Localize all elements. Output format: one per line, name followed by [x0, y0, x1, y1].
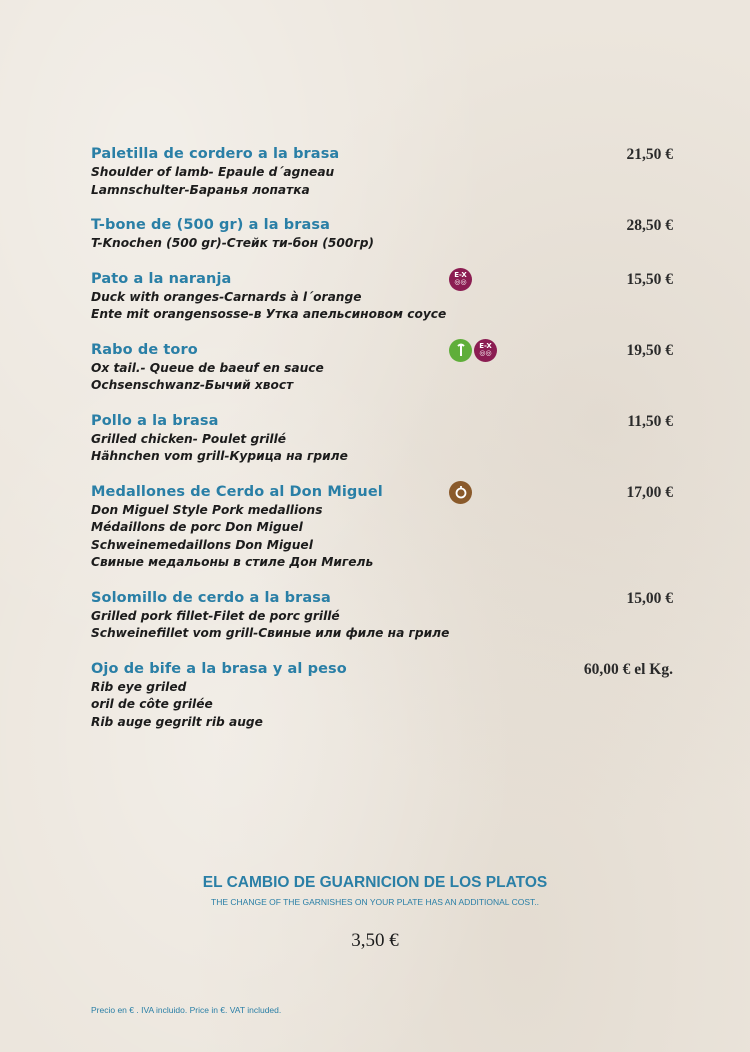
- dish-price: 11,50 €: [627, 412, 673, 430]
- garnish-price: 3,50 €: [351, 930, 399, 951]
- garnish-title: EL CAMBIO DE GUARNICION DE LOS PLATOS: [202, 874, 548, 891]
- dish-description: Grilled chicken- Poulet grillé: [91, 431, 287, 446]
- dish-name: Medallones de Cerdo al Don Miguel: [91, 483, 383, 500]
- dish-description: Ente mit orangensosse-в Утка апельсиновом соусе: [91, 307, 447, 321]
- dish-price: 28,50 €: [626, 217, 673, 234]
- garnish-subtitle: THE CHANGE OF THE GARNISHES ON YOUR PLATE HAS AN ADDITIONAL COST..: [211, 897, 539, 907]
- menu-item: [91, 412, 673, 466]
- dish-name: Pato a la naranja: [91, 270, 232, 287]
- menu-list: [91, 145, 673, 748]
- dish-description: Don Miguel Style Pork medallions: [91, 502, 323, 517]
- mustard-allergen-icon: [449, 481, 472, 504]
- dish-price: 17,00 €: [626, 483, 673, 501]
- dish-description: Rib eye griled: [91, 679, 187, 694]
- dish-description: oril de côte grilée: [91, 697, 213, 711]
- dish-description: Hähnchen vom grill-Курица на гриле: [91, 449, 348, 463]
- dish-name: T-bone de (500 gr) a la brasa: [91, 217, 330, 233]
- menu-item: [91, 589, 673, 643]
- dish-name: Ojo de bife a la brasa y al peso: [91, 660, 347, 677]
- dish-description: Lamnschulter-Баранья лопатка: [91, 182, 310, 197]
- celery-allergen-icon: [449, 339, 472, 362]
- dish-name: Solomillo de cerdo a la brasa: [91, 589, 331, 606]
- dish-name: Rabo de toro: [91, 341, 198, 358]
- dish-price: 60,00 € el Kg.: [583, 660, 673, 678]
- dish-description: Ox tail.- Queue de baeuf en sauce: [91, 360, 324, 375]
- dish-description: Schweinefillet vom grill-Свиные или филе на гриле: [91, 626, 450, 640]
- menu-item: [91, 341, 673, 395]
- allergen-icons: [449, 339, 497, 362]
- dish-description: Shoulder of lamb- Epaule d´agneau: [91, 165, 335, 179]
- dish-price: 15,00 €: [626, 589, 673, 607]
- dish-description: T-Knochen (500 gr)-Стейк ти-бон (500гр): [91, 236, 374, 250]
- dish-description: Schweinemedaillons Don Miguel: [91, 537, 313, 552]
- dish-description: Свиные медальоны в стиле Дон Мигель: [91, 555, 374, 569]
- egg-allergen-icon: E-X ◎◎: [474, 339, 497, 362]
- dish-description: Médaillons de porc Don Miguel: [91, 520, 303, 534]
- dish-description: Duck with oranges-Carnards à l´orange: [91, 289, 362, 304]
- menu-item: [91, 483, 673, 572]
- dish-description: Grilled pork fillet-Filet de porc grillé: [91, 608, 340, 623]
- egg-allergen-icon: E-X ◎◎: [449, 268, 472, 291]
- menu-item: [91, 145, 673, 199]
- vat-footnote: Precio en € . IVA incluido. Price in €. VAT included.: [91, 1005, 282, 1015]
- menu-item: [91, 270, 673, 324]
- menu-item: [91, 216, 673, 253]
- allergen-icons: [449, 481, 472, 504]
- menu-item: [91, 660, 673, 732]
- dish-description: Ochsenschwanz-Бычий хвост: [91, 378, 294, 392]
- allergen-icons: [449, 268, 472, 291]
- dish-name: Pollo a la brasa: [91, 412, 219, 429]
- dish-name: Paletilla de cordero a la brasa: [91, 146, 340, 162]
- dish-price: 21,50 €: [626, 146, 673, 163]
- dish-price: 15,50 €: [626, 270, 673, 288]
- dish-price: 19,50 €: [626, 341, 673, 359]
- dish-description: Rib auge gegrilt rib auge: [91, 714, 263, 729]
